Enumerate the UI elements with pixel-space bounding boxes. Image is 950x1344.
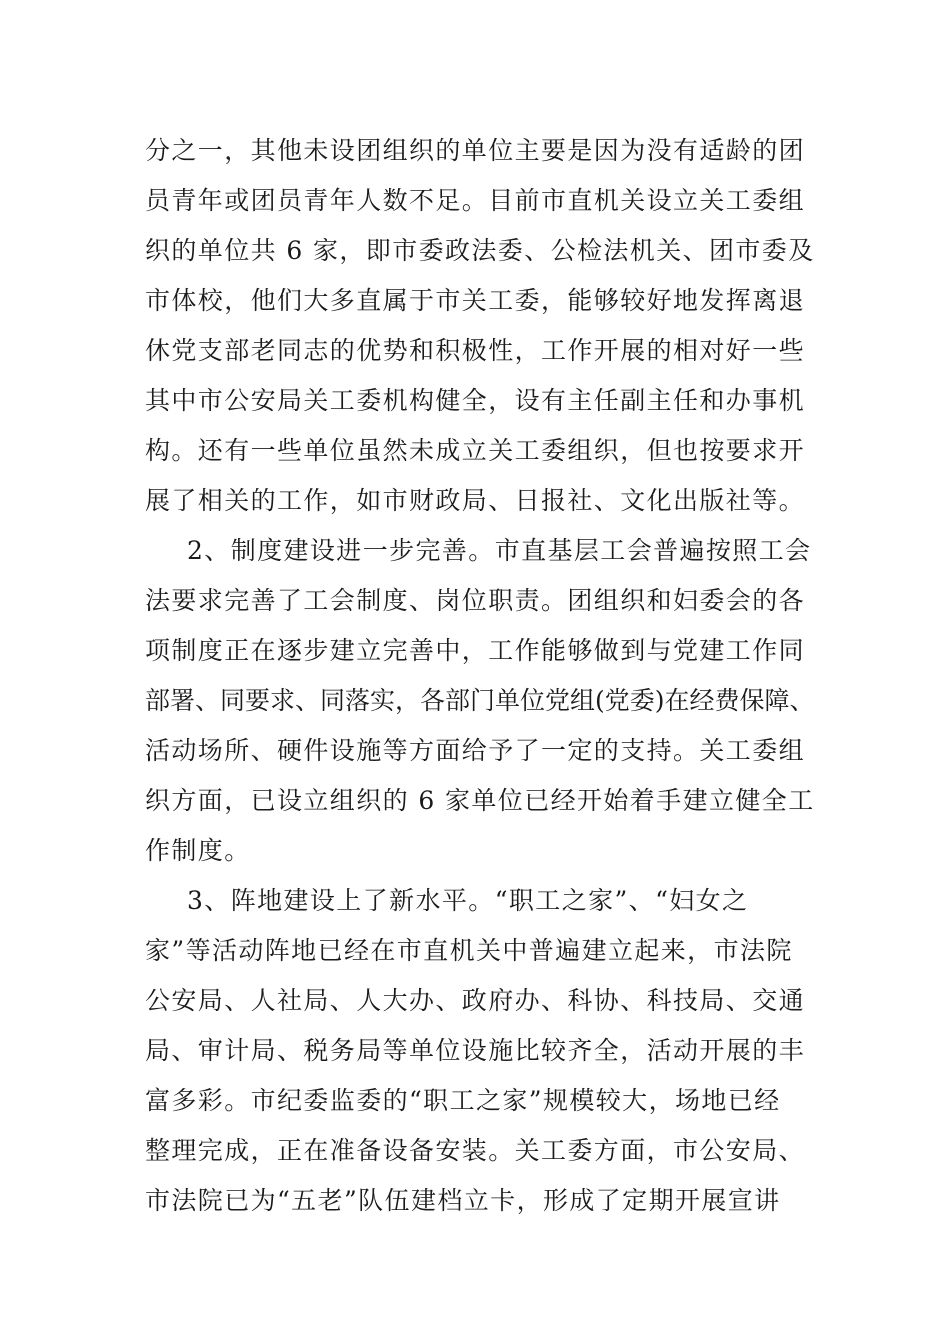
text-line: 其中市公安局关工委机构健全，设有主任副主任和办事机 (145, 386, 806, 415)
text-line: 织的单位共 6 家，即市委政法委、公检法机关、团市委及 (145, 236, 815, 265)
text-line: 分之一，其他未设团组织的单位主要是因为没有适龄的团 (145, 136, 806, 165)
text-line: 展了相关的工作，如市财政局、日报社、文化出版社等。 (145, 486, 806, 515)
text-line: 整理完成，正在准备设备安装。关工委方面，市公安局、 (145, 1136, 806, 1165)
text-line: 市体校，他们大多直属于市关工委，能够较好地发挥离退 (145, 286, 806, 315)
text-line: 休党支部老同志的优势和积极性，工作开展的相对好一些 (145, 336, 806, 365)
text-line: 公安局、人社局、人大办、政府办、科协、科技局、交通 (145, 986, 806, 1015)
text-line: 员青年或团员青年人数不足。目前市直机关设立关工委组 (145, 186, 806, 215)
text-line: 作制度。 (145, 836, 251, 865)
paragraph-start-line: 2、制度建设进一步完善。市直基层工会普遍按照工会 (187, 536, 812, 565)
text-line: 部署、同要求、同落实，各部门单位党组(党委)在经费保障、 (145, 686, 815, 715)
text-line: 活动场所、硬件设施等方面给予了一定的支持。关工委组 (145, 736, 806, 765)
text-line: 局、审计局、税务局等单位设施比较齐全，活动开展的丰 (145, 1036, 806, 1065)
paragraph-start-line: 3、阵地建设上了新水平。“职工之家”、“妇女之 (187, 886, 749, 915)
text-line: 项制度正在逐步建立完善中，工作能够做到与党建工作同 (145, 636, 806, 665)
text-line: 家”等活动阵地已经在市直机关中普遍建立起来，市法院 (145, 936, 793, 965)
text-line: 富多彩。市纪委监委的“职工之家”规模较大，场地已经 (145, 1086, 781, 1115)
text-line: 市法院已为“五老”队伍建档立卡，形成了定期开展宣讲 (145, 1186, 781, 1215)
text-line: 法要求完善了工会制度、岗位职责。团组织和妇委会的各 (145, 586, 806, 615)
text-line: 织方面，已设立组织的 6 家单位已经开始着手建立健全工 (145, 786, 815, 815)
text-line: 构。还有一些单位虽然未成立关工委组织，但也按要求开 (145, 436, 806, 465)
